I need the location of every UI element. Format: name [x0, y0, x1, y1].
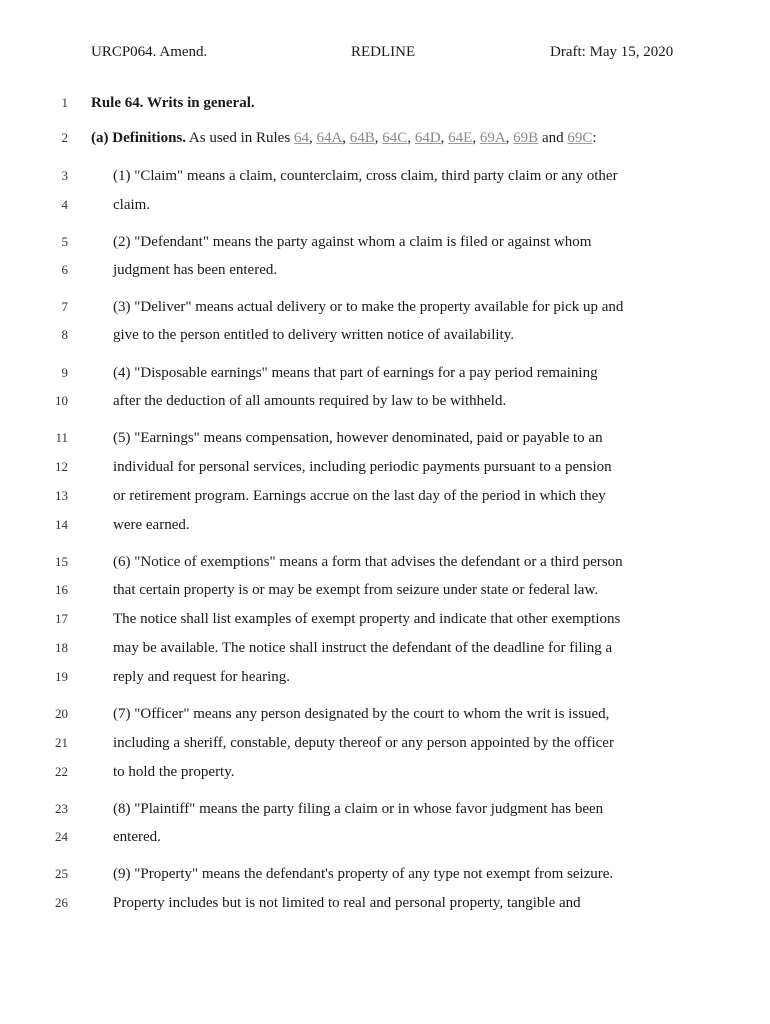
line-number: 16 [55, 582, 68, 597]
line-text: (1) "Claim" means a claim, counterclaim, cross claim, third party claim or any other [113, 168, 618, 184]
line-text: entered. [113, 829, 161, 845]
document-line [0, 194, 770, 216]
document-line [0, 296, 770, 318]
definitions-heading-line [91, 127, 597, 149]
separator: , [407, 130, 415, 146]
rule-link-64e[interactable]: 64E [448, 130, 473, 146]
document-line [0, 165, 770, 187]
separator: , [308, 130, 317, 146]
document-line [0, 732, 770, 754]
line-text: Property includes but is not limited to real and personal property, tangible and [113, 895, 581, 911]
line-text: that certain property is or may be exempt from seizure under state or federal law. [113, 582, 599, 598]
line-number: 9 [61, 365, 68, 380]
line-text: to hold the property. [113, 764, 235, 780]
line-number: 12 [55, 459, 68, 474]
header-redline-label: REDLINE [351, 44, 416, 60]
document-line [0, 551, 770, 573]
line-text: (6) "Notice of exemptions" means a form that advises the defendant or a third person [113, 554, 623, 570]
line-number: 19 [55, 669, 68, 684]
line-text: (8) "Plaintiff" means the party filing a claim or in whose favor judgment has been [113, 801, 604, 817]
line-text: or retirement program. Earnings accrue on the last day of the period in which they [113, 488, 606, 504]
line-text: reply and request for hearing. [113, 669, 291, 685]
line-number: 8 [61, 327, 68, 342]
line-text: (5) "Earnings" means compensation, however denominated, paid or payable to an [113, 430, 603, 446]
line-text: (2) "Defendant" means the party against whom a claim is filed or against whom [113, 234, 592, 250]
separator: , [505, 130, 514, 146]
line-number: 26 [55, 895, 68, 910]
line-text: may be available. The notice shall instruct the defendant of the deadline for filing a [113, 640, 613, 656]
document-line [0, 259, 770, 281]
definitions-lead-text: As used in Rules [186, 130, 294, 146]
line-number: 2 [61, 130, 68, 145]
line-text: (7) "Officer" means any person designated by the court to whom the writ is issued, [113, 706, 610, 722]
line-text: give to the person entitled to delivery written notice of availability. [113, 327, 514, 343]
line-text: (4) "Disposable earnings" means that part of earnings for a pay period remaining [113, 365, 598, 381]
document-line [0, 362, 770, 384]
line-number: 1 [61, 95, 68, 110]
document-line [0, 456, 770, 478]
line-text: (9) "Property" means the defendant's property of any type not exempt from seizure. [113, 866, 614, 882]
document-line [0, 703, 770, 725]
separator: , [342, 130, 350, 146]
line-number: 18 [55, 640, 68, 655]
line-number: 14 [55, 517, 68, 532]
line-number: 7 [61, 299, 68, 314]
line-number: 13 [55, 488, 68, 503]
definitions-label: (a) Definitions. [91, 130, 186, 146]
rule-title: Rule 64. Writs in general. [91, 95, 255, 111]
colon: : [592, 130, 597, 146]
line-text: (3) "Deliver" means actual delivery or to make the property available for pick up and [113, 299, 624, 315]
line-text: after the deduction of all amounts required by law to be withheld. [113, 393, 507, 409]
document-line [0, 666, 770, 688]
line-number: 17 [55, 611, 68, 626]
separator: , [472, 130, 480, 146]
document-line [0, 92, 770, 114]
page-header [0, 44, 770, 68]
document-line [0, 761, 770, 783]
document-line [0, 390, 770, 412]
document-line [0, 892, 770, 914]
separator: , [440, 130, 449, 146]
line-number: 21 [55, 735, 68, 750]
rule-link-64b[interactable]: 64B [349, 130, 375, 146]
line-number: 3 [61, 168, 68, 183]
line-number: 6 [61, 262, 68, 277]
document-line [0, 863, 770, 885]
document-line [0, 127, 770, 149]
line-text: were earned. [113, 517, 190, 533]
line-number: 10 [55, 393, 68, 408]
rule-link-64a[interactable]: 64A [316, 130, 343, 146]
document-line [0, 485, 770, 507]
document-line [0, 826, 770, 848]
document-line [0, 798, 770, 820]
line-text: judgment has been entered. [113, 262, 278, 278]
line-number: 22 [55, 764, 68, 779]
document-line [0, 324, 770, 346]
document-line [0, 514, 770, 536]
line-text: The notice shall list examples of exempt property and indicate that other exemptions [113, 611, 621, 627]
rule-link-69b[interactable]: 69B [513, 130, 539, 146]
line-number: 5 [61, 234, 68, 249]
header-document-id: URCP064. Amend. [91, 44, 208, 60]
document-line [0, 579, 770, 601]
line-number: 23 [55, 801, 68, 816]
conjunction: and [538, 130, 568, 146]
rule-link-64d[interactable]: 64D [414, 130, 441, 146]
line-text: claim. [113, 197, 151, 213]
rule-link-64[interactable]: 64 [293, 130, 309, 146]
document-line [0, 231, 770, 253]
rule-link-69c[interactable]: 69C [567, 130, 593, 146]
separator: , [374, 130, 383, 146]
rule-link-64c[interactable]: 64C [382, 130, 408, 146]
document-line [0, 427, 770, 449]
line-number: 25 [55, 866, 68, 881]
line-number: 20 [55, 706, 68, 721]
document-line [0, 608, 770, 630]
line-number: 15 [55, 554, 68, 569]
rule-link-69a[interactable]: 69A [479, 130, 506, 146]
document-line [0, 637, 770, 659]
line-text: including a sheriff, constable, deputy thereof or any person appointed by the officer [113, 735, 614, 751]
line-number: 24 [55, 829, 68, 844]
header-draft-date: Draft: May 15, 2020 [550, 44, 674, 60]
line-number: 11 [55, 430, 68, 445]
line-number: 4 [61, 197, 68, 212]
line-text: individual for personal services, including periodic payments pursuant to a pension [113, 459, 612, 475]
